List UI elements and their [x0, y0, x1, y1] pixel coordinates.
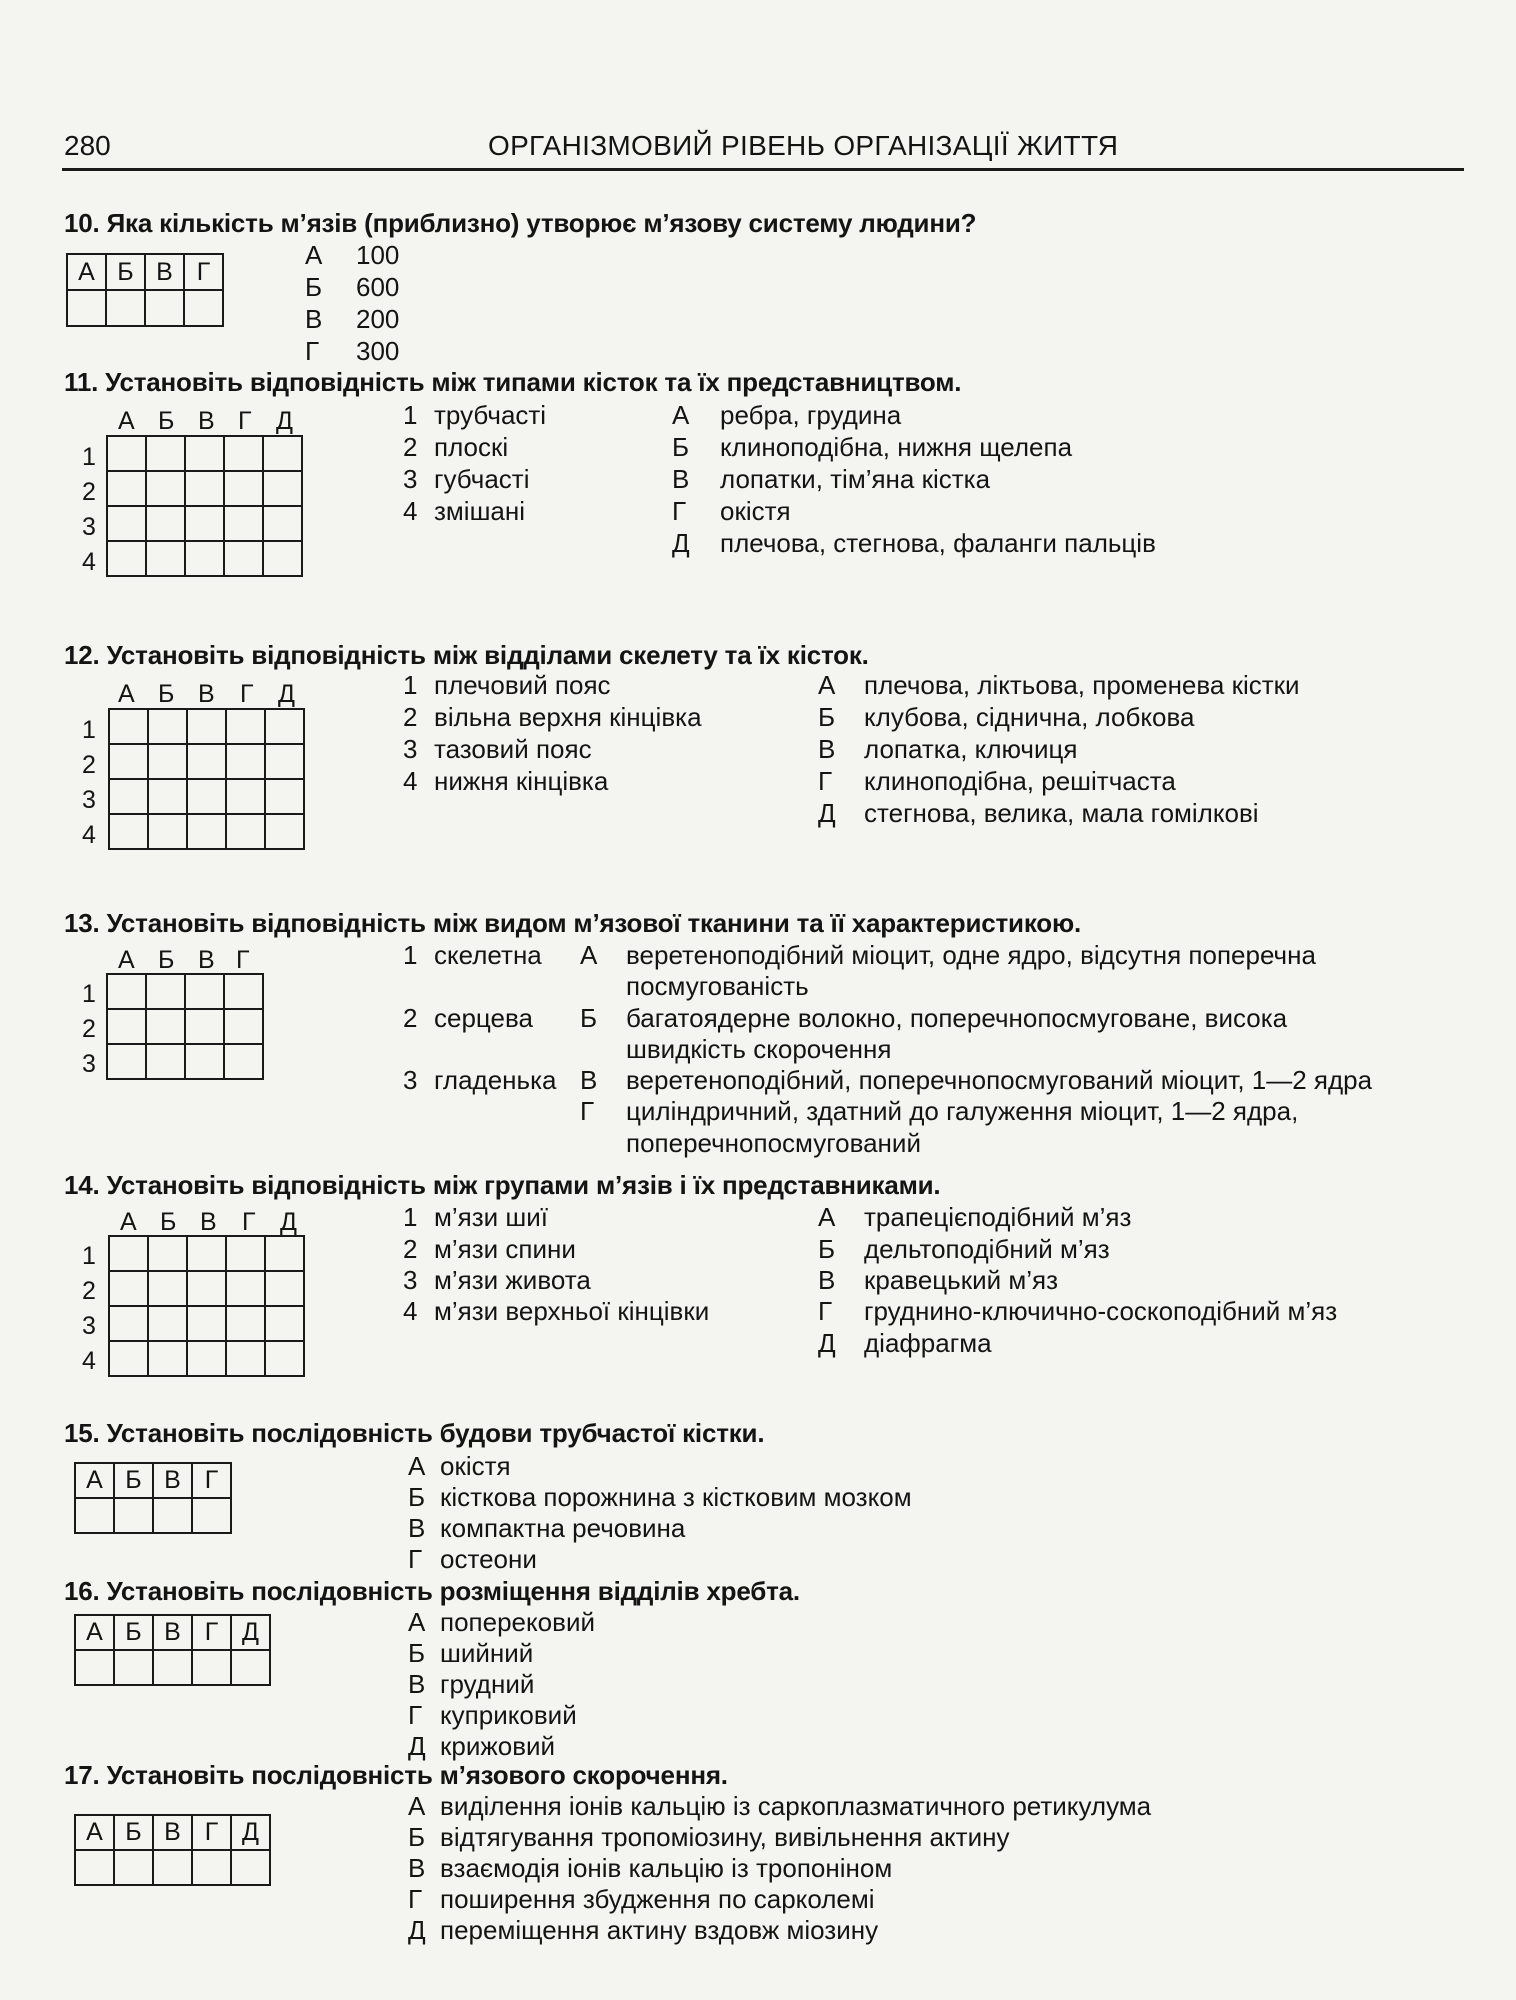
left-item-number: 2 — [403, 1003, 418, 1033]
right-item-letter: Д — [818, 798, 836, 828]
answer-cell[interactable] — [226, 779, 265, 814]
left-item-number: 1 — [403, 670, 418, 700]
answer-cell[interactable] — [185, 471, 224, 506]
grid-row-label: 4 — [82, 1347, 96, 1375]
grid-col-header: В — [200, 1208, 217, 1236]
answer-cell[interactable] — [153, 1850, 192, 1885]
left-item-text: скелетна — [434, 940, 542, 970]
right-item-text: багатоядерне волокно, поперечнопосмуговане, висока — [626, 1003, 1288, 1033]
answer-cell[interactable] — [148, 814, 187, 849]
answer-cell[interactable] — [146, 471, 185, 506]
grid-col-header: А — [118, 680, 135, 708]
option-text: крижовий — [440, 1731, 556, 1761]
right-item-letter: В — [818, 734, 836, 764]
grid-header-cell: Б — [106, 254, 145, 290]
answer-cell[interactable] — [192, 1498, 231, 1533]
option-text: 200 — [356, 304, 400, 334]
header-divider — [62, 168, 1464, 171]
right-item-letter: Б — [672, 432, 690, 462]
right-item-letter: Г — [818, 766, 833, 796]
answer-cell[interactable] — [153, 1498, 192, 1533]
answer-cell[interactable] — [224, 1044, 263, 1079]
answer-cell[interactable] — [114, 1650, 153, 1685]
left-item-number: 4 — [403, 766, 418, 796]
grid-row-label: 1 — [82, 716, 96, 744]
left-item-number: 3 — [403, 464, 418, 494]
right-item-text: клиноподібна, нижня щелепа — [720, 432, 1073, 462]
answer-cell[interactable] — [187, 744, 226, 779]
grid-header-cell: В — [153, 1463, 192, 1498]
grid-header-cell: Г — [192, 1463, 231, 1498]
grid-col-header: В — [198, 680, 215, 708]
option-text: кісткова порожнина з кістковим мозком — [440, 1482, 912, 1512]
grid-header-cell: Г — [192, 1815, 231, 1850]
answer-cell[interactable] — [224, 436, 263, 471]
answer-cell[interactable] — [224, 541, 263, 576]
option-letter: А — [408, 1607, 426, 1637]
left-item-number: 2 — [403, 702, 418, 732]
answer-cell[interactable] — [265, 1236, 304, 1271]
grid-col-header: В — [198, 946, 215, 974]
answer-cell[interactable] — [109, 1341, 148, 1376]
answer-cell[interactable] — [265, 1271, 304, 1306]
right-item-letter: А — [672, 400, 690, 430]
grid-header-cell: Б — [114, 1615, 153, 1650]
answer-cell[interactable] — [148, 744, 187, 779]
left-item-text: м’язи шиї — [434, 1202, 549, 1232]
answer-cell[interactable] — [109, 1271, 148, 1306]
answer-cell[interactable] — [67, 290, 106, 326]
option-letter: А — [408, 1791, 426, 1821]
question-13-title: 13. Установіть відповідність між видом м’язової тканини та її характеристикою. — [64, 908, 1082, 938]
grid-col-header: А — [120, 1208, 137, 1236]
option-text: куприковий — [440, 1700, 577, 1730]
option-text: шийний — [440, 1638, 534, 1668]
answer-cell[interactable] — [109, 744, 148, 779]
right-item-text: кравецький м’яз — [864, 1265, 1059, 1295]
answer-cell[interactable] — [226, 1236, 265, 1271]
option-text: 300 — [356, 336, 400, 366]
grid-header-cell: Д — [231, 1815, 270, 1850]
answer-cell[interactable] — [75, 1498, 114, 1533]
right-item-text: ребра, грудина — [720, 400, 902, 430]
answer-cell[interactable] — [114, 1850, 153, 1885]
option-text: 600 — [356, 272, 400, 302]
answer-cell[interactable] — [187, 1341, 226, 1376]
answer-cell[interactable] — [265, 1306, 304, 1341]
grid-header-cell: В — [145, 254, 184, 290]
answer-cell[interactable] — [109, 779, 148, 814]
right-item-text: клиноподібна, решітчаста — [864, 766, 1176, 796]
option-letter: Г — [408, 1884, 423, 1914]
right-item-letter: А — [818, 1202, 836, 1232]
option-letter: А — [305, 240, 323, 270]
right-item-letter: В — [672, 464, 690, 494]
grid-col-header: Д — [278, 680, 295, 708]
grid-header-cell: А — [75, 1815, 114, 1850]
grid-header-cell: Г — [192, 1615, 231, 1650]
left-item-number: 3 — [403, 734, 418, 764]
grid-row-label: 1 — [82, 1242, 96, 1270]
grid-col-header: А — [118, 407, 135, 435]
right-item-text: груднино-ключично-соскоподібний м’яз — [864, 1296, 1338, 1326]
left-item-number: 3 — [403, 1265, 418, 1295]
answer-cell[interactable] — [153, 1650, 192, 1685]
right-item-letter: Д — [818, 1328, 836, 1358]
right-item-text: дельтоподібний м’яз — [864, 1234, 1110, 1264]
answer-cell[interactable] — [263, 471, 302, 506]
option-text: окістя — [440, 1451, 511, 1481]
answer-cell[interactable] — [107, 541, 146, 576]
grid-col-header: Г — [236, 946, 250, 974]
grid-col-header: Б — [158, 680, 175, 708]
left-item-text: м’язи спини — [434, 1234, 576, 1264]
right-item-text: веретеноподібний міоцит, одне ядро, відсутня поперечна — [626, 940, 1316, 970]
grid-col-header: Г — [240, 680, 254, 708]
left-item-text: гладенька — [434, 1065, 557, 1095]
option-text: остеони — [440, 1544, 537, 1574]
answer-cell[interactable] — [224, 974, 263, 1009]
answer-cell[interactable] — [109, 1236, 148, 1271]
right-item-text: лопатка, ключиця — [864, 734, 1078, 764]
answer-cell[interactable] — [226, 709, 265, 744]
answer-cell[interactable] — [146, 1009, 185, 1044]
answer-grid-q13[interactable] — [106, 973, 264, 1080]
right-item-letter: Д — [672, 528, 690, 558]
right-item-letter: В — [580, 1065, 598, 1095]
answer-cell[interactable] — [226, 744, 265, 779]
right-item-text: діафрагма — [864, 1328, 992, 1358]
answer-grid-q16[interactable] — [74, 1614, 271, 1686]
answer-cell[interactable] — [75, 1650, 114, 1685]
grid-col-header: Б — [158, 946, 175, 974]
grid-header-cell: Б — [114, 1815, 153, 1850]
left-item-text: серцева — [434, 1003, 533, 1033]
answer-cell[interactable] — [146, 436, 185, 471]
question-12-title: 12. Установіть відповідність між відділами скелету та їх кісток. — [64, 640, 869, 670]
answer-cell[interactable] — [185, 974, 224, 1009]
left-item-text: трубчасті — [434, 400, 547, 430]
answer-cell[interactable] — [192, 1650, 231, 1685]
option-letter: В — [408, 1513, 426, 1543]
answer-cell[interactable] — [148, 779, 187, 814]
answer-cell[interactable] — [187, 1271, 226, 1306]
left-item-number: 2 — [403, 432, 418, 462]
answer-cell[interactable] — [107, 471, 146, 506]
left-item-text: плоскі — [434, 432, 509, 462]
answer-grid-q14[interactable] — [108, 1235, 305, 1377]
answer-grid-q17[interactable] — [74, 1814, 271, 1886]
grid-header-cell: Д — [231, 1615, 270, 1650]
right-item-text: трапецієподібний м’яз — [864, 1202, 1132, 1232]
option-text: поперековий — [440, 1607, 595, 1637]
question-14-title: 14. Установіть відповідність між групами м’язів і їх представниками. — [64, 1170, 941, 1200]
option-letter: В — [305, 304, 323, 334]
answer-cell[interactable] — [148, 1236, 187, 1271]
answer-cell[interactable] — [187, 814, 226, 849]
answer-cell[interactable] — [265, 744, 304, 779]
right-item-text: лопатки, тім’яна кістка — [720, 464, 991, 494]
option-letter: Б — [408, 1482, 426, 1512]
option-letter: Б — [408, 1638, 426, 1668]
option-letter: Д — [408, 1915, 426, 1945]
answer-cell[interactable] — [226, 814, 265, 849]
answer-cell[interactable] — [263, 541, 302, 576]
left-item-number: 3 — [403, 1065, 418, 1095]
answer-cell[interactable] — [146, 506, 185, 541]
grid-col-header: Г — [238, 407, 252, 435]
option-letter: В — [408, 1853, 426, 1883]
answer-cell[interactable] — [265, 814, 304, 849]
answer-cell[interactable] — [192, 1850, 231, 1885]
option-text: відтягування тропоміозину, вивільнення актину — [440, 1822, 1010, 1852]
right-item-text: плечова, стегнова, фаланги пальців — [720, 528, 1156, 558]
option-letter: Г — [305, 336, 320, 366]
answer-cell[interactable] — [107, 436, 146, 471]
answer-cell[interactable] — [226, 1341, 265, 1376]
right-item-letter: Г — [818, 1296, 833, 1326]
answer-cell[interactable] — [185, 541, 224, 576]
left-item-text: тазовий пояс — [434, 734, 592, 764]
grid-row-label: 3 — [82, 1312, 96, 1340]
grid-col-header: Б — [158, 407, 175, 435]
grid-header-cell: А — [75, 1615, 114, 1650]
left-item-number: 1 — [403, 1202, 418, 1232]
right-item-text: клубова, сіднична, лобкова — [864, 702, 1195, 732]
answer-cell[interactable] — [187, 1236, 226, 1271]
grid-row-label: 3 — [82, 786, 96, 814]
grid-col-header: А — [118, 946, 135, 974]
grid-col-header: Д — [280, 1208, 297, 1236]
left-item-number: 2 — [403, 1234, 418, 1264]
option-text: компактна речовина — [440, 1513, 686, 1543]
grid-header-cell: В — [153, 1815, 192, 1850]
grid-row-label: 3 — [82, 1050, 96, 1078]
right-item-letter: Б — [580, 1003, 598, 1033]
right-item-letter: Г — [580, 1096, 595, 1126]
right-item-text: циліндричний, здатний до галуження міоцит, 1—2 ядра, — [626, 1096, 1299, 1126]
answer-cell[interactable] — [109, 1306, 148, 1341]
answer-cell[interactable] — [107, 506, 146, 541]
answer-cell[interactable] — [224, 506, 263, 541]
answer-cell[interactable] — [226, 1271, 265, 1306]
right-item-letter: Г — [672, 496, 687, 526]
answer-cell[interactable] — [148, 1306, 187, 1341]
question-11-title: 11. Установіть відповідність між типами кісток та їх представництвом. — [64, 367, 962, 397]
running-title: ОРГАНІЗМОВИЙ РІВЕНЬ ОРГАНІЗАЦІЇ ЖИТТЯ — [488, 130, 1119, 161]
answer-cell[interactable] — [265, 1341, 304, 1376]
grid-row-label: 4 — [82, 548, 96, 576]
answer-cell[interactable] — [109, 814, 148, 849]
right-item-letter: А — [818, 670, 836, 700]
answer-cell[interactable] — [187, 1306, 226, 1341]
answer-cell[interactable] — [107, 974, 146, 1009]
answer-cell[interactable] — [265, 779, 304, 814]
option-text: 100 — [356, 240, 400, 270]
question-15-title: 15. Установіть послідовність будови трубчастої кістки. — [64, 1418, 765, 1448]
grid-row-label: 3 — [82, 513, 96, 541]
answer-grid-q11[interactable] — [106, 435, 303, 577]
grid-header-cell: Б — [114, 1463, 153, 1498]
answer-cell[interactable] — [107, 1044, 146, 1079]
answer-cell[interactable] — [224, 1009, 263, 1044]
answer-grid-q10[interactable] — [66, 253, 224, 327]
option-letter: А — [408, 1451, 426, 1481]
left-item-text: губчасті — [434, 464, 530, 494]
option-text: переміщення актину вздовж міозину — [440, 1915, 879, 1945]
left-item-number: 4 — [403, 1296, 418, 1326]
grid-header-cell: А — [67, 254, 106, 290]
right-item-text: стегнова, велика, мала гомілкові — [864, 798, 1259, 828]
option-letter: Д — [408, 1731, 426, 1761]
right-item-text-cont: поперечнопосмугований — [626, 1128, 921, 1158]
option-text: поширення збудження по сарколемі — [440, 1884, 875, 1914]
answer-cell[interactable] — [185, 436, 224, 471]
answer-cell[interactable] — [231, 1650, 270, 1685]
grid-row-label: 2 — [82, 751, 96, 779]
right-item-letter: А — [580, 940, 598, 970]
answer-cell[interactable] — [148, 709, 187, 744]
answer-grid-q15[interactable] — [74, 1462, 232, 1534]
grid-col-header: Б — [160, 1208, 177, 1236]
grid-col-header: Г — [242, 1208, 256, 1236]
grid-row-label: 2 — [82, 1277, 96, 1305]
grid-row-label: 2 — [82, 1015, 96, 1043]
answer-cell[interactable] — [231, 1850, 270, 1885]
left-item-text: вільна верхня кінцівка — [434, 702, 702, 732]
question-10-title: 10. Яка кількість м’язів (приблизно) утворює м’язову систему людини? — [64, 208, 977, 238]
answer-cell[interactable] — [265, 709, 304, 744]
answer-cell[interactable] — [185, 506, 224, 541]
answer-cell[interactable] — [184, 290, 223, 326]
answer-cell[interactable] — [107, 1009, 146, 1044]
right-item-text-cont: швидкість скорочення — [626, 1034, 892, 1064]
right-item-text: плечова, ліктьова, променева кістки — [864, 670, 1300, 700]
grid-header-cell: А — [75, 1463, 114, 1498]
right-item-letter: В — [818, 1265, 836, 1295]
left-item-number: 1 — [403, 400, 418, 430]
page-number: 280 — [64, 130, 111, 161]
option-letter: Б — [305, 272, 323, 302]
right-item-text-cont: посмугованість — [626, 971, 809, 1001]
right-item-letter: Б — [818, 1234, 836, 1264]
answer-cell[interactable] — [109, 709, 148, 744]
question-16-title: 16. Установіть послідовність розміщення відділів хребта. — [64, 1576, 800, 1606]
left-item-text: м’язи живота — [434, 1265, 591, 1295]
grid-col-header: Д — [276, 407, 293, 435]
option-letter: В — [408, 1669, 426, 1699]
grid-row-label: 1 — [82, 443, 96, 471]
option-text: взаємодія іонів кальцію із тропоніном — [440, 1853, 893, 1883]
grid-row-label: 2 — [82, 478, 96, 506]
left-item-text: плечовий пояс — [434, 670, 611, 700]
grid-row-label: 4 — [82, 821, 96, 849]
grid-header-cell: Г — [184, 254, 223, 290]
answer-cell[interactable] — [226, 1306, 265, 1341]
left-item-text: нижня кінцівка — [434, 766, 609, 796]
answer-cell[interactable] — [148, 1341, 187, 1376]
answer-cell[interactable] — [263, 436, 302, 471]
right-item-letter: Б — [818, 702, 836, 732]
grid-col-header: В — [198, 407, 215, 435]
option-letter: Г — [408, 1700, 423, 1730]
answer-cell[interactable] — [187, 779, 226, 814]
answer-cell[interactable] — [224, 471, 263, 506]
question-17-title: 17. Установіть послідовність м’язового скорочення. — [64, 1760, 728, 1790]
left-item-text: м’язи верхньої кінцівки — [434, 1296, 710, 1326]
grid-row-label: 1 — [82, 980, 96, 1008]
grid-header-cell: В — [153, 1615, 192, 1650]
left-item-text: змішані — [434, 496, 526, 526]
option-text: грудний — [440, 1669, 535, 1699]
answer-cell[interactable] — [114, 1498, 153, 1533]
answer-cell[interactable] — [146, 541, 185, 576]
option-text: виділення іонів кальцію із саркоплазматичного ретикулума — [440, 1791, 1152, 1821]
answer-cell[interactable] — [145, 290, 184, 326]
option-letter: Г — [408, 1544, 423, 1574]
answer-cell[interactable] — [187, 709, 226, 744]
left-item-number: 1 — [403, 940, 418, 970]
answer-cell[interactable] — [106, 290, 145, 326]
right-item-text: окістя — [720, 496, 791, 526]
answer-cell[interactable] — [146, 974, 185, 1009]
right-item-text: веретеноподібний, поперечнопосмугований міоцит, 1—2 ядра — [626, 1065, 1373, 1095]
answer-cell[interactable] — [185, 1009, 224, 1044]
answer-cell[interactable] — [146, 1044, 185, 1079]
answer-cell[interactable] — [148, 1271, 187, 1306]
answer-cell[interactable] — [185, 1044, 224, 1079]
answer-cell[interactable] — [75, 1850, 114, 1885]
left-item-number: 4 — [403, 496, 418, 526]
answer-grid-q12[interactable] — [108, 708, 305, 850]
option-letter: Б — [408, 1822, 426, 1852]
answer-cell[interactable] — [263, 506, 302, 541]
